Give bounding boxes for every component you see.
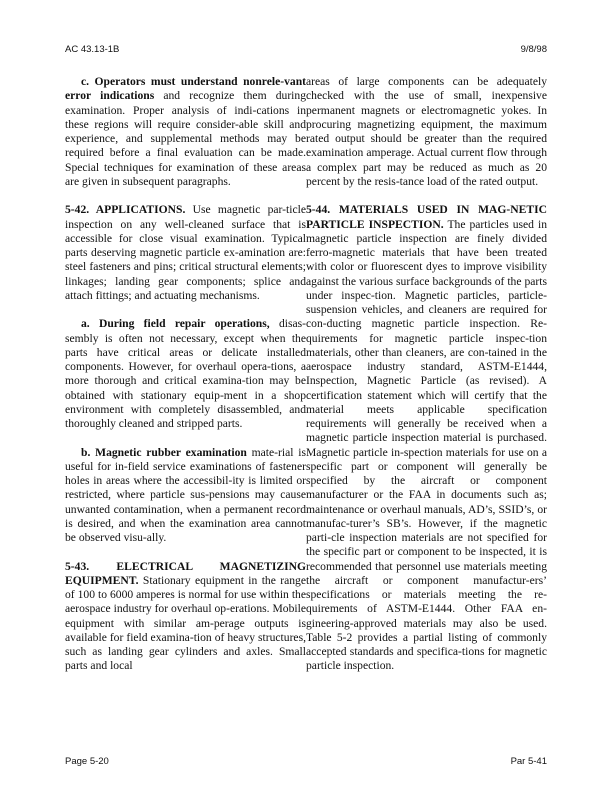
- paragraph-lead: b. Magnetic rubber examination: [81, 445, 247, 459]
- paragraph-5-44: [306, 203, 547, 673]
- page-header: [65, 44, 547, 55]
- paragraph-5-42: [65, 203, 306, 303]
- paragraph-text: Use magnetic par-ticle inspection on any well-cleaned surface that is accessible for close visual examination. Typical parts deserving magnetic particle ex-amination are: steel fasteners and pins; critical structural elements; linkages; landing gear components; splice and attach fittings; and actuating mechanisms.: [65, 203, 306, 302]
- document-id: AC 43.13-1B: [65, 44, 120, 55]
- section-heading: 5-43. ELECTRICAL MAGNETIZING EQUIPMENT.: [65, 559, 306, 587]
- document-date: 9/8/98: [520, 44, 547, 55]
- paragraph-5-43-continued: [306, 75, 547, 189]
- page-number: Page 5-20: [65, 756, 109, 767]
- left-column: [65, 75, 306, 688]
- right-column: [306, 75, 547, 688]
- paragraph-5-42a: [65, 317, 306, 431]
- paragraph-text: disas-sembly is often not necessary, except when the parts have critical areas or delicate installed components. However, for overhaul opera-tions, a more thorough and critical examina-tion may be obtained with stationary equip-ment in a shop environment with completely disassembled, and thoroughly cleaned and stripped parts.: [65, 317, 306, 430]
- paragraph-text: areas of large components can be adequately checked with the use of small, inexpensive permanent magnets or electromagnetic yokes. In procuring magnetizing equipment, the maximum rated output should be greater than the required examination amperage. Actual current flow through a complex part may be reduced as much as 20 percent by the resis-tance load of the rated output.: [306, 75, 547, 188]
- paragraph-5-42b: [65, 446, 306, 546]
- paragraph-lead: c. Operators must understand nonrele-vant error indications: [65, 75, 306, 103]
- paragraph-reference: Par 5-41: [510, 756, 547, 767]
- paragraph-lead: a. During field repair operations,: [81, 317, 270, 331]
- page-footer: [65, 756, 547, 767]
- section-heading: 5-42. APPLICATIONS.: [65, 203, 186, 217]
- paragraph-text: and recognize them during examination. Proper analysis of indi-cations in these regions will require consider-able skill and experience, and supplemental methods may be required before a final evaluation can be made. Special techniques for examination of these areas are given in subsequent paragraphs.: [65, 89, 306, 188]
- paragraph-text: mate-rial is useful for in-field service examinations of fastener holes in areas where the accessibil-ity is limited or restricted, where particle sus-pensions may cause unwanted contamination, when a permanent record is desired, and when the examination area cannot be observed visu-ally.: [65, 445, 306, 544]
- paragraph-5-41c: [65, 75, 306, 189]
- paragraph-5-43: [65, 560, 306, 674]
- paragraph-text: Stationary equipment in the range of 100 to 6000 amperes is normal for use within the aerospace industry for overhaul op-erations. Mobile equipment with similar am-perage outputs is available for field examina-tion of heavy structures, such as landing gear cylinders and axles. Small parts and local: [65, 573, 306, 673]
- paragraph-text: The particles used in magnetic particle inspection are finely divided ferro-magnetic materials that have been treated with color or fluorescent dyes to improve visibility against the various surface backgrounds of the parts under inspec-tion. Magnetic particles, particle-suspension vehicles, and cleaners are required for con-ducting magnetic particle inspection. Re-quirements for magnetic particle inspec-tion materials, other than cleaners, are con-tained in the aerospace industry standard, ASTM-E1444, Inspection, Magnetic Particle (as revised). A certification statement which will certify that the material meets applicable specification requirements will generally be received when a magnetic particle inspection material is purchased. Magnetic particle in-spection materials for use on a specific part or component will generally be specified by the aircraft or component manufacturer or the FAA in documents such as; maintenance or overhaul manuals, AD’s, SSID’s, or manufac-turer’s SB’s. However, if the magnetic parti-cle inspection materials are not specified for the specific part or component to be inspected, it is recommended that personnel use materials meeting the aircraft or component manufactur-ers’ specifications or materials meeting the re-quirements of ASTM-E1444. Other FAA en-gineering-approved materials may also be used. Table 5-2 provides a partial listing of commonly accepted standards and specifica-tions for magnetic particle inspection.: [306, 217, 547, 673]
- section-heading: 5-44. MATERIALS USED IN MAG-NETIC PARTICLE INSPECTION.: [306, 203, 547, 231]
